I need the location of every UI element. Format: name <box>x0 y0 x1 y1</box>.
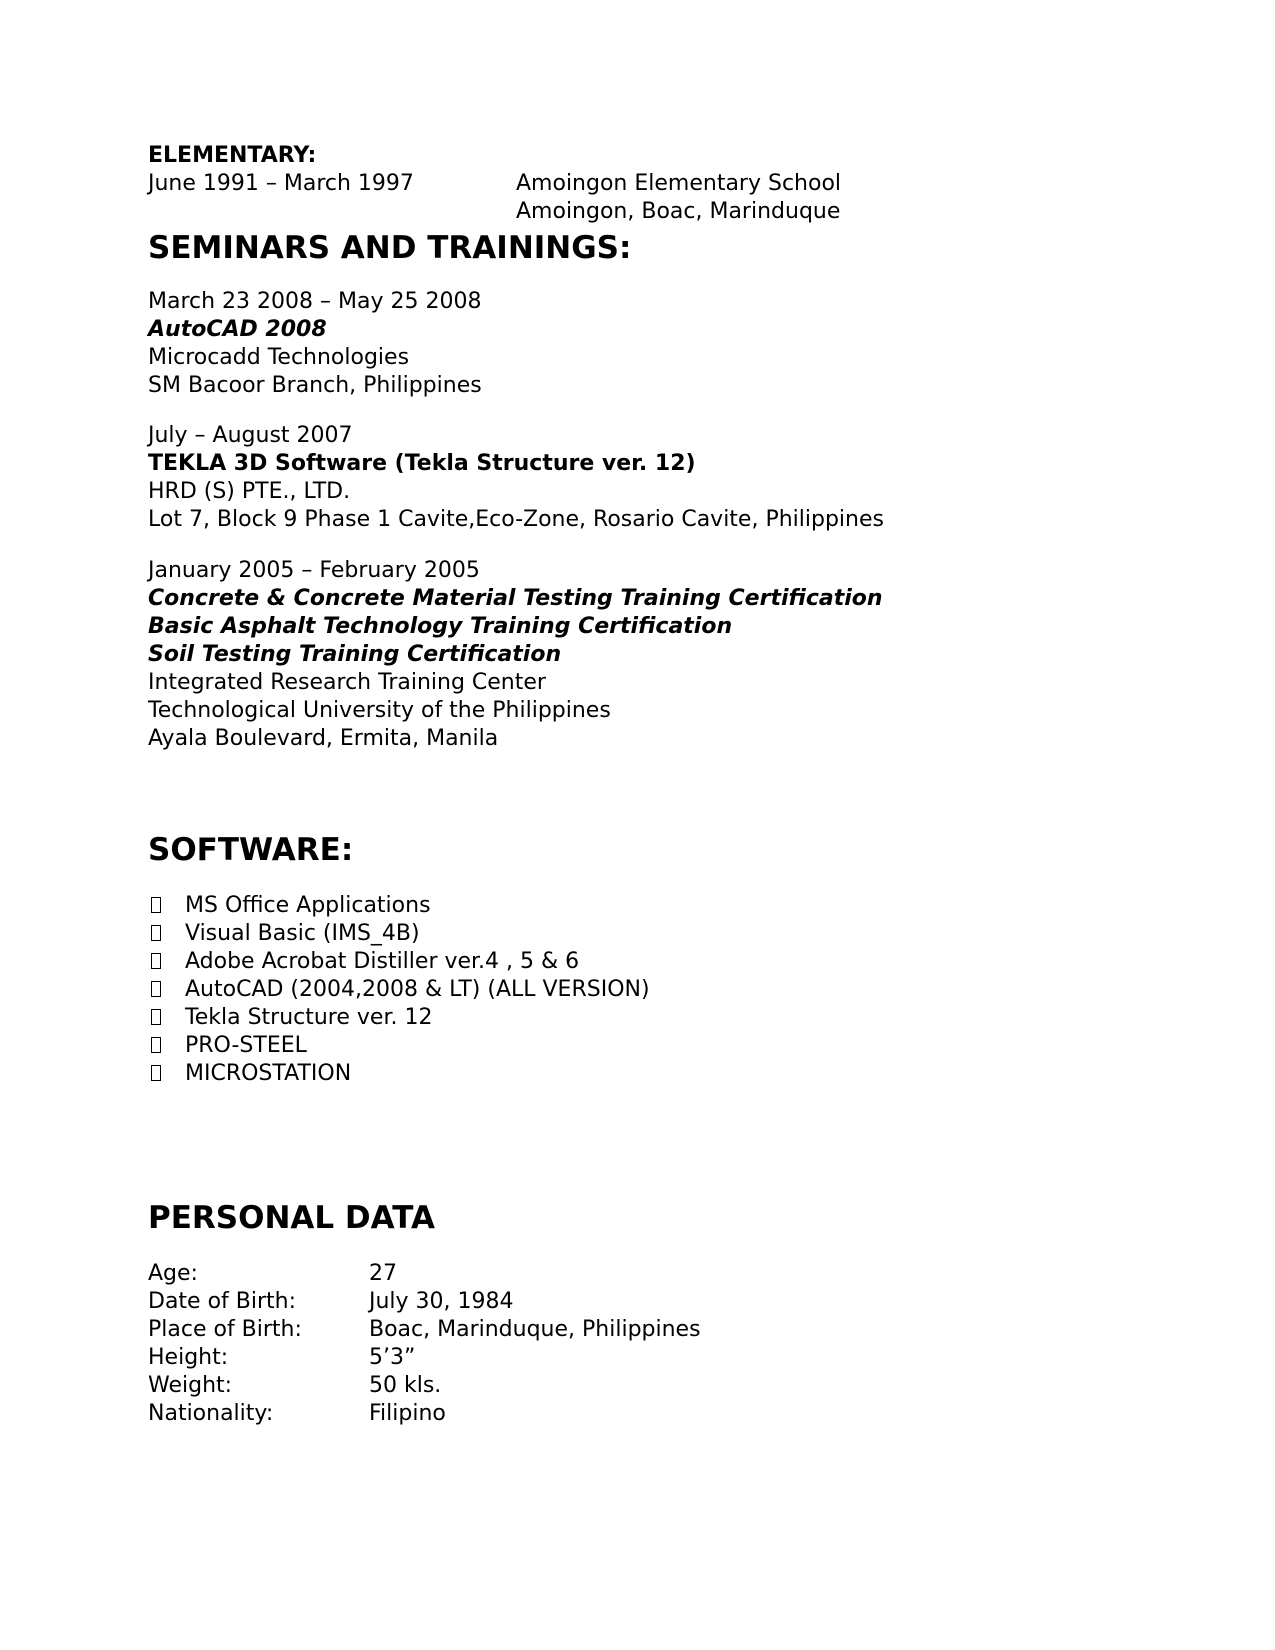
checkbox-bullet-icon <box>151 897 161 913</box>
software-item: MICROSTATION <box>185 1061 352 1086</box>
elementary-school: Amoingon Elementary School <box>516 171 842 196</box>
seminar-dates: March 23 2008 – May 25 2008 <box>148 289 482 314</box>
elementary-dates: June 1991 – March 1997 <box>148 171 414 196</box>
seminar-title: Basic Asphalt Technology Training Certification <box>148 614 733 639</box>
personal-field-row <box>148 1344 416 1372</box>
software-heading: SOFTWARE: <box>148 832 354 868</box>
elementary-row <box>148 170 842 198</box>
software-item: AutoCAD (2004,2008 & LT) (ALL VERSION) <box>185 977 650 1002</box>
software-section <box>148 830 353 870</box>
field-label: Nationality: <box>148 1401 274 1426</box>
personal-fields <box>148 1260 701 1428</box>
field-value: Filipino <box>369 1401 446 1426</box>
seminar-dates: July – August 2007 <box>148 423 353 448</box>
personal-field-row <box>148 1372 442 1400</box>
seminars-section <box>148 228 631 268</box>
software-item: Adobe Acrobat Distiller ver.4 , 5 & 6 <box>185 949 580 974</box>
personal-heading: PERSONAL DATA <box>148 1200 435 1236</box>
field-value: 5’3” <box>369 1345 416 1370</box>
elementary-location: Amoingon, Boac, Marinduque <box>516 199 841 224</box>
checkbox-bullet-icon <box>151 1037 161 1053</box>
list-item <box>148 976 650 1004</box>
elementary-location-row <box>148 198 841 226</box>
personal-section <box>148 1198 435 1238</box>
software-item: Tekla Structure ver. 12 <box>185 1005 433 1030</box>
checkbox-bullet-icon <box>151 925 161 941</box>
field-label: Date of Birth: <box>148 1289 297 1314</box>
seminar-entry-2 <box>148 422 884 534</box>
seminar-entry-1 <box>148 288 482 400</box>
field-value: 27 <box>369 1261 397 1286</box>
personal-field-row <box>148 1260 397 1288</box>
seminar-org: Microcadd Technologies <box>148 345 410 370</box>
list-item <box>148 1032 650 1060</box>
personal-field-row <box>148 1400 446 1428</box>
software-list <box>148 892 650 1088</box>
checkbox-bullet-icon <box>151 981 161 997</box>
seminar-location: SM Bacoor Branch, Philippines <box>148 373 482 398</box>
field-value: Boac, Marinduque, Philippines <box>369 1317 701 1342</box>
personal-field-row <box>148 1288 514 1316</box>
seminar-location: Ayala Boulevard, Ermita, Manila <box>148 726 499 751</box>
elementary-section <box>148 142 842 226</box>
field-label: Height: <box>148 1345 229 1370</box>
seminar-title: TEKLA 3D Software (Tekla Structure ver. 12) <box>148 451 696 476</box>
field-value: July 30, 1984 <box>369 1289 514 1314</box>
seminar-org: HRD (S) PTE., LTD. <box>148 479 351 504</box>
seminars-heading: SEMINARS AND TRAININGS: <box>148 230 632 266</box>
software-item: MS Office Applications <box>185 893 431 918</box>
seminar-title: AutoCAD 2008 <box>148 317 327 342</box>
software-item: Visual Basic (IMS_4B) <box>185 921 420 946</box>
list-item <box>148 948 650 976</box>
field-label: Age: <box>148 1261 198 1286</box>
list-item <box>148 1060 650 1088</box>
software-item: PRO-STEEL <box>185 1033 307 1058</box>
field-label: Place of Birth: <box>148 1317 302 1342</box>
elementary-heading: ELEMENTARY: <box>148 143 317 168</box>
list-item <box>148 892 650 920</box>
personal-field-row <box>148 1316 701 1344</box>
checkbox-bullet-icon <box>151 953 161 969</box>
checkbox-bullet-icon <box>151 1009 161 1025</box>
seminar-org: Integrated Research Training Center <box>148 670 546 695</box>
seminar-org: Technological University of the Philippines <box>148 698 611 723</box>
seminar-location: Lot 7, Block 9 Phase 1 Cavite,Eco-Zone, Rosario Cavite, Philippines <box>148 507 884 532</box>
list-item <box>148 920 650 948</box>
seminar-entry-3 <box>148 557 883 753</box>
seminar-title: Concrete & Concrete Material Testing Training Certification <box>148 586 883 611</box>
list-item <box>148 1004 650 1032</box>
field-value: 50 kls. <box>369 1373 442 1398</box>
field-label: Weight: <box>148 1373 233 1398</box>
seminar-title: Soil Testing Training Certification <box>148 642 562 667</box>
checkbox-bullet-icon <box>151 1065 161 1081</box>
seminar-dates: January 2005 – February 2005 <box>148 558 480 583</box>
